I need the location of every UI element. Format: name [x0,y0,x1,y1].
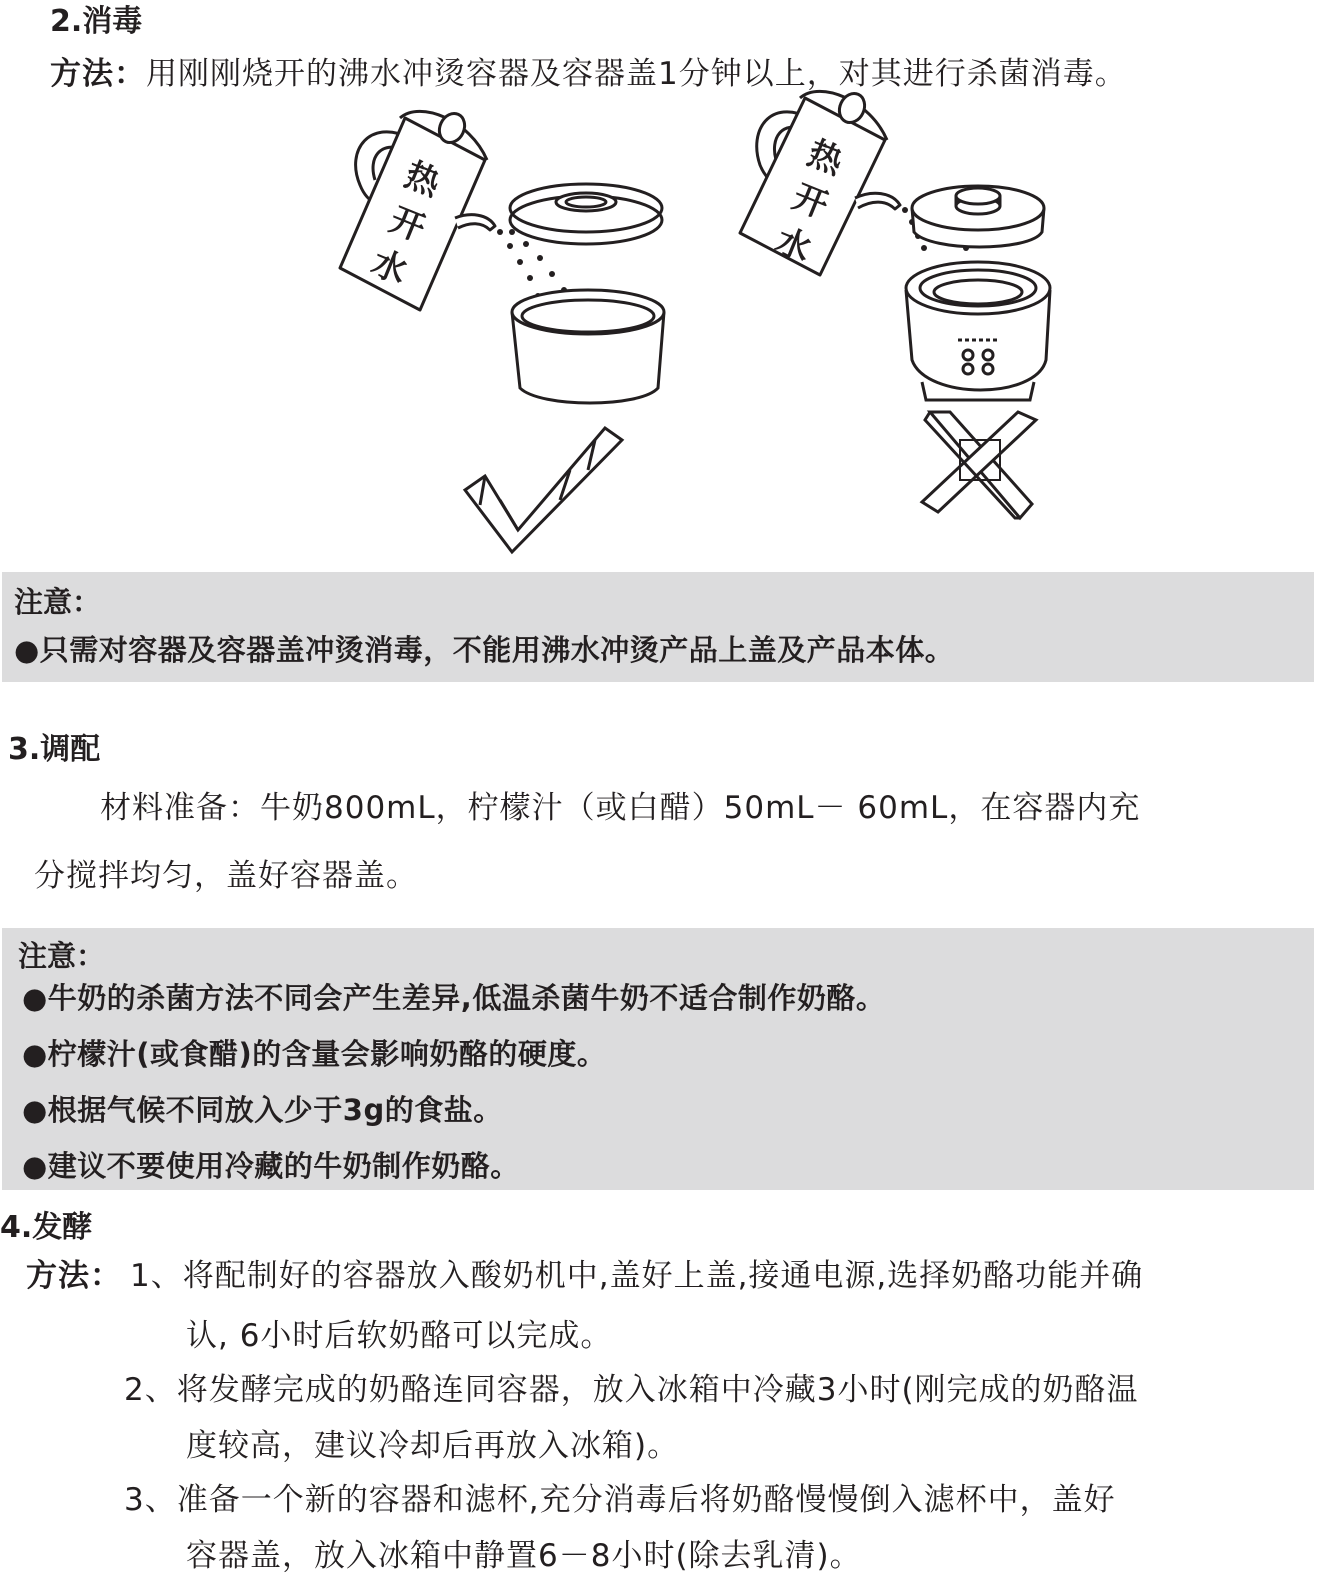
method-label: 方法： [26,1258,122,1294]
ferment-step-3-line1: 3、准备一个新的容器和滤杯,充分消毒后将奶酪慢慢倒入滤杯中，盖好 [124,1482,1116,1518]
note-item: ●牛奶的杀菌方法不同会产生差异,低温杀菌牛奶不适合制作奶酪。 [22,981,886,1015]
kettle-label-right-1: 热 [801,133,849,184]
prepare-text-line2: 分搅拌均匀，盖好容器盖。 [34,858,418,894]
ferment-step-3-line2: 容器盖，放入冰箱中静置6－8小时(除去乳清)。 [186,1538,862,1574]
cross-icon [922,412,1036,518]
note-item: ●柠檬汁(或食醋)的含量会影响奶酪的硬度。 [22,1037,607,1071]
prepare-text-line1: 材料准备：牛奶800mL，柠檬汁（或白醋）50mL－ 60mL，在容器内充 [100,790,1141,826]
kettle-label-right-3: 水 [770,220,817,271]
note-label: 注意： [18,939,106,973]
note-item: ●建议不要使用冷藏的牛奶制作奶酪。 [22,1149,520,1183]
kettle-label-left-1: 热 [398,154,446,205]
ferment-step-2-line2: 度较高，建议冷却后再放入冰箱)。 [186,1428,680,1464]
ferment-step-2-line1: 2、将发酵完成的奶酪连同容器，放入冰箱中冷藏3小时(刚完成的奶酪温 [124,1372,1139,1408]
note-item: ●根据气候不同放入少于3g的食盐。 [22,1093,503,1127]
kettle-label-right-2: 开 [786,176,834,227]
illustration-wrong [0,0,1318,560]
method-label: 方法： [50,56,146,92]
section-heading-ferment: 4.发酵 [0,1210,93,1245]
note-label: 注意： [14,585,102,619]
kettle-label-left-3: 水 [366,242,413,293]
ferment-step-1-line1: 1、将配制好的容器放入酸奶机中,盖好上盖,接通电源,选择奶酪功能并确 [130,1258,1144,1294]
ferment-step-1-line2: 认, 6小时后软奶酪可以完成。 [186,1318,613,1354]
kettle-label-left-2: 开 [383,199,431,250]
method-text: 用刚刚烧开的沸水冲烫容器及容器盖1分钟以上，对其进行杀菌消毒。 [146,56,1127,92]
note-item: ●只需对容器及容器盖冲烫消毒，不能用沸水冲烫产品上盖及产品本体。 [14,633,955,667]
section-heading-sterilize: 2.消毒 [50,4,143,39]
section-heading-prepare: 3.调配 [8,732,101,767]
